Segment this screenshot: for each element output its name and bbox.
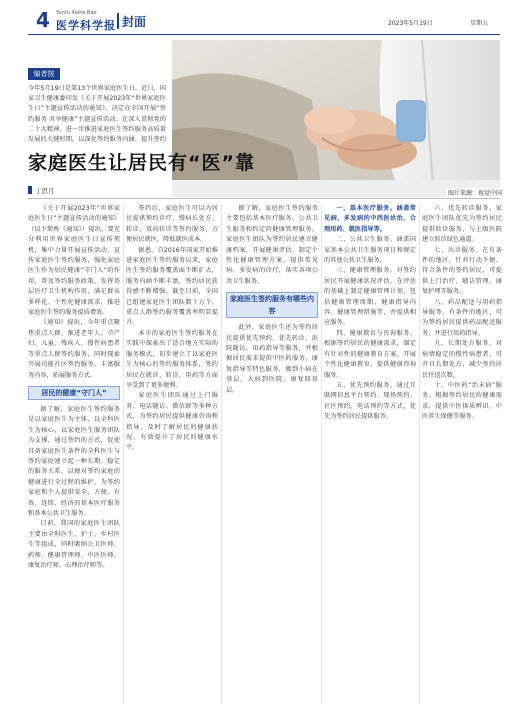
- list-item: 三、健康管理服务。对签约居民开展健康状况评估，在评估的基础上制定健康管理计划，包括健康管理周期、健康指导内容、健康管理措施等，并提供相应服务。: [324, 267, 416, 327]
- article-headline: 家庭医生让居民有“医”靠: [28, 152, 255, 174]
- paper-name: 医学科学报: [56, 19, 116, 32]
- column-divider: [321, 204, 322, 704]
- article-column-5: [422, 204, 502, 708]
- page-number: 4: [36, 8, 50, 32]
- paragraph: 据了解，家庭医生签约服务是以家庭医生为主体，以全科医生为核心，以家庭医生服务团队为支撑，通过签约的方式，促使具备家庭医生条件的全科医生与签约家庭建立起一种长期、稳定的服务关系，以便对签约家庭的健康进行全过程的维护，为签约家庭和个人提供安全、方便、有效、连续、经济的基本医疗服务和基本公共卫生服务。: [28, 405, 120, 517]
- masthead-separator: [117, 13, 119, 29]
- column-divider: [419, 204, 420, 704]
- paragraph: 此外，家庭医生还为签约居民提供优先预约、优先转诊、出院随访、用药指导等服务，并根据居民需求提供中医药服务、康复指导等特色服务，做到小病在基层、大病到医院、康复回基层。: [226, 324, 318, 394]
- article-column-2: [126, 204, 218, 708]
- issue-weekday: 星期五: [470, 20, 489, 27]
- section-label: 封面: [122, 15, 147, 29]
- body-rule: [28, 198, 500, 199]
- column-divider: [123, 204, 124, 704]
- paragraph: 据了解，家庭医生签约服务主要包括基本医疗服务、公共卫生服务和约定的健康管理服务。家庭医生团队为签约居民建立健康档案，开展健康评估，制定个性化健康管理方案，提供常见病、多发病的诊疗，落实各项公共卫生服务。: [226, 205, 318, 285]
- paragraph: 《通知》提出，今年重点聚焦重点人群，推进老年人、孕产妇、儿童、残疾人、慢性病患者等重点人群签约服务，同时探索开展功能社区签约服务，丰富服务内容，拓展服务方式。: [28, 319, 120, 379]
- paragraph: 《关于开展2023年“世界家庭医生日”主题宣传活动的通知》（以下简称《通知》）提出，要充分利用世界家庭医生日宣传契机，集中力量开展宣传活动，宣传家庭医生签约服务，强化家庭医生作为居民健康“守门人”的作用，普及签约服务政策，发挥基层医疗卫生机构作用，满足群众多样化、个性化健康需求，推进家庭医生签约服务提质增效。: [28, 205, 120, 317]
- list-item: 六、优先转诊服务。家庭医生团队优先为签约居民提供转诊服务，与上级医院建立转诊绿色通道。: [422, 205, 502, 244]
- masthead-rule: [28, 34, 500, 35]
- paragraph: 本市的家庭医生签约服务在实践中探索出了适合地方实际的服务模式，初步建立了以家庭医生为核心的签约服务体系，签约居民在就诊、转诊、用药等方面享受到了更多便利。: [126, 329, 218, 389]
- column-divider: [221, 204, 222, 704]
- paragraph: 目前，我国的家庭医生团队主要由全科医生、护士、乡村医生等组成，同时吸纳公卫医师、药师、健康管理师、中医医师、康复治疗师、心理治疗师等。: [28, 520, 120, 569]
- paragraph: 家庭医生团队通过上门服务、电话随访、微信群等多种方式，为签约居民提供健康咨询和指导，及时了解居民的健康状况，有效提升了居民的健康水平。: [126, 392, 218, 452]
- editor-note-col-1: 今年5月19日是第13个世界家庭医生日。近日，国家卫生健康委印发《关于开展2023年“世界家庭医生日”主题宣传活动的通知》，决定在全国开展“签约服务 共享健康”主题宣传活动。在深入贯彻党的二十大精神，进一步推进家庭医生签约服务高质量发展的关键时期，以深化签约服务内涵、提升签约: [28, 85, 166, 144]
- list-item: 一、基本医疗服务。涵盖常见病、多发病的中西医诊治、合理用药、就医指导等。: [324, 205, 416, 233]
- issue-date: 2023年5月19日: [388, 20, 433, 27]
- list-item: 八、药品配送与用药指导服务。有条件的地区，可为签约居民提供药品配送服务，并进行用药指导。: [422, 298, 502, 337]
- list-item: 二、公共卫生服务。涵盖国家基本公共卫生服务项目和规定的其他公共卫生服务。: [324, 236, 416, 265]
- article-column-3: [226, 204, 318, 708]
- list-item: 四、健康教育与咨询服务。根据签约居民的健康需求，制定有针对性的健康教育方案，开展个性化健康教育，提供健康咨询服务。: [324, 329, 416, 379]
- article-author: 丁思月: [35, 187, 55, 195]
- paper-name-en: Yunfu Xiehe Bao: [56, 10, 97, 16]
- list-item: 五、优先预约服务。通过互联网信息平台预约、现场预约、社区预约、电话预约等方式，优先为签约居民提供服务。: [324, 381, 416, 421]
- article-column-1: [28, 204, 120, 708]
- subheading: 居民的健康“守门人”: [28, 386, 120, 400]
- editor-note-tag: 编者按: [28, 68, 60, 80]
- list-item: 七、出诊服务。在有条件的地区，针对行动不便、符合条件的签约居民，可提供上门治疗、随访管理、康复护理等服务。: [422, 246, 502, 296]
- list-item: 九、长期处方服务。对病情稳定的慢性病患者，可开具长期处方，减少签约居民往返次数。: [422, 340, 502, 379]
- article-column-4: [324, 204, 416, 708]
- paragraph: 据悉，自2016年国家开始推进家庭医生签约服务以来，家庭医生签约服务覆盖面不断扩大，服务内涵不断丰富，签约居民获得感不断增强。截至目前，全国已组建家庭医生团队数十万个，重点人群签约服务覆盖率明显提升。: [126, 246, 218, 327]
- paragraph: 签约后，家庭医生可以为居民提供预约诊疗、慢病长处方、转诊、双向转诊等签约服务，方便居民就医，降低就医成本。: [126, 205, 218, 244]
- list-item: 十、中医药“治未病”服务。根据签约居民的健康需求，提供中医体质辨识、中医养生保健等服务。: [422, 381, 502, 421]
- subheading: 家庭医生签约服务有哪些内容: [226, 292, 318, 318]
- photo-credit: 图片来源：视觉中国: [448, 190, 503, 197]
